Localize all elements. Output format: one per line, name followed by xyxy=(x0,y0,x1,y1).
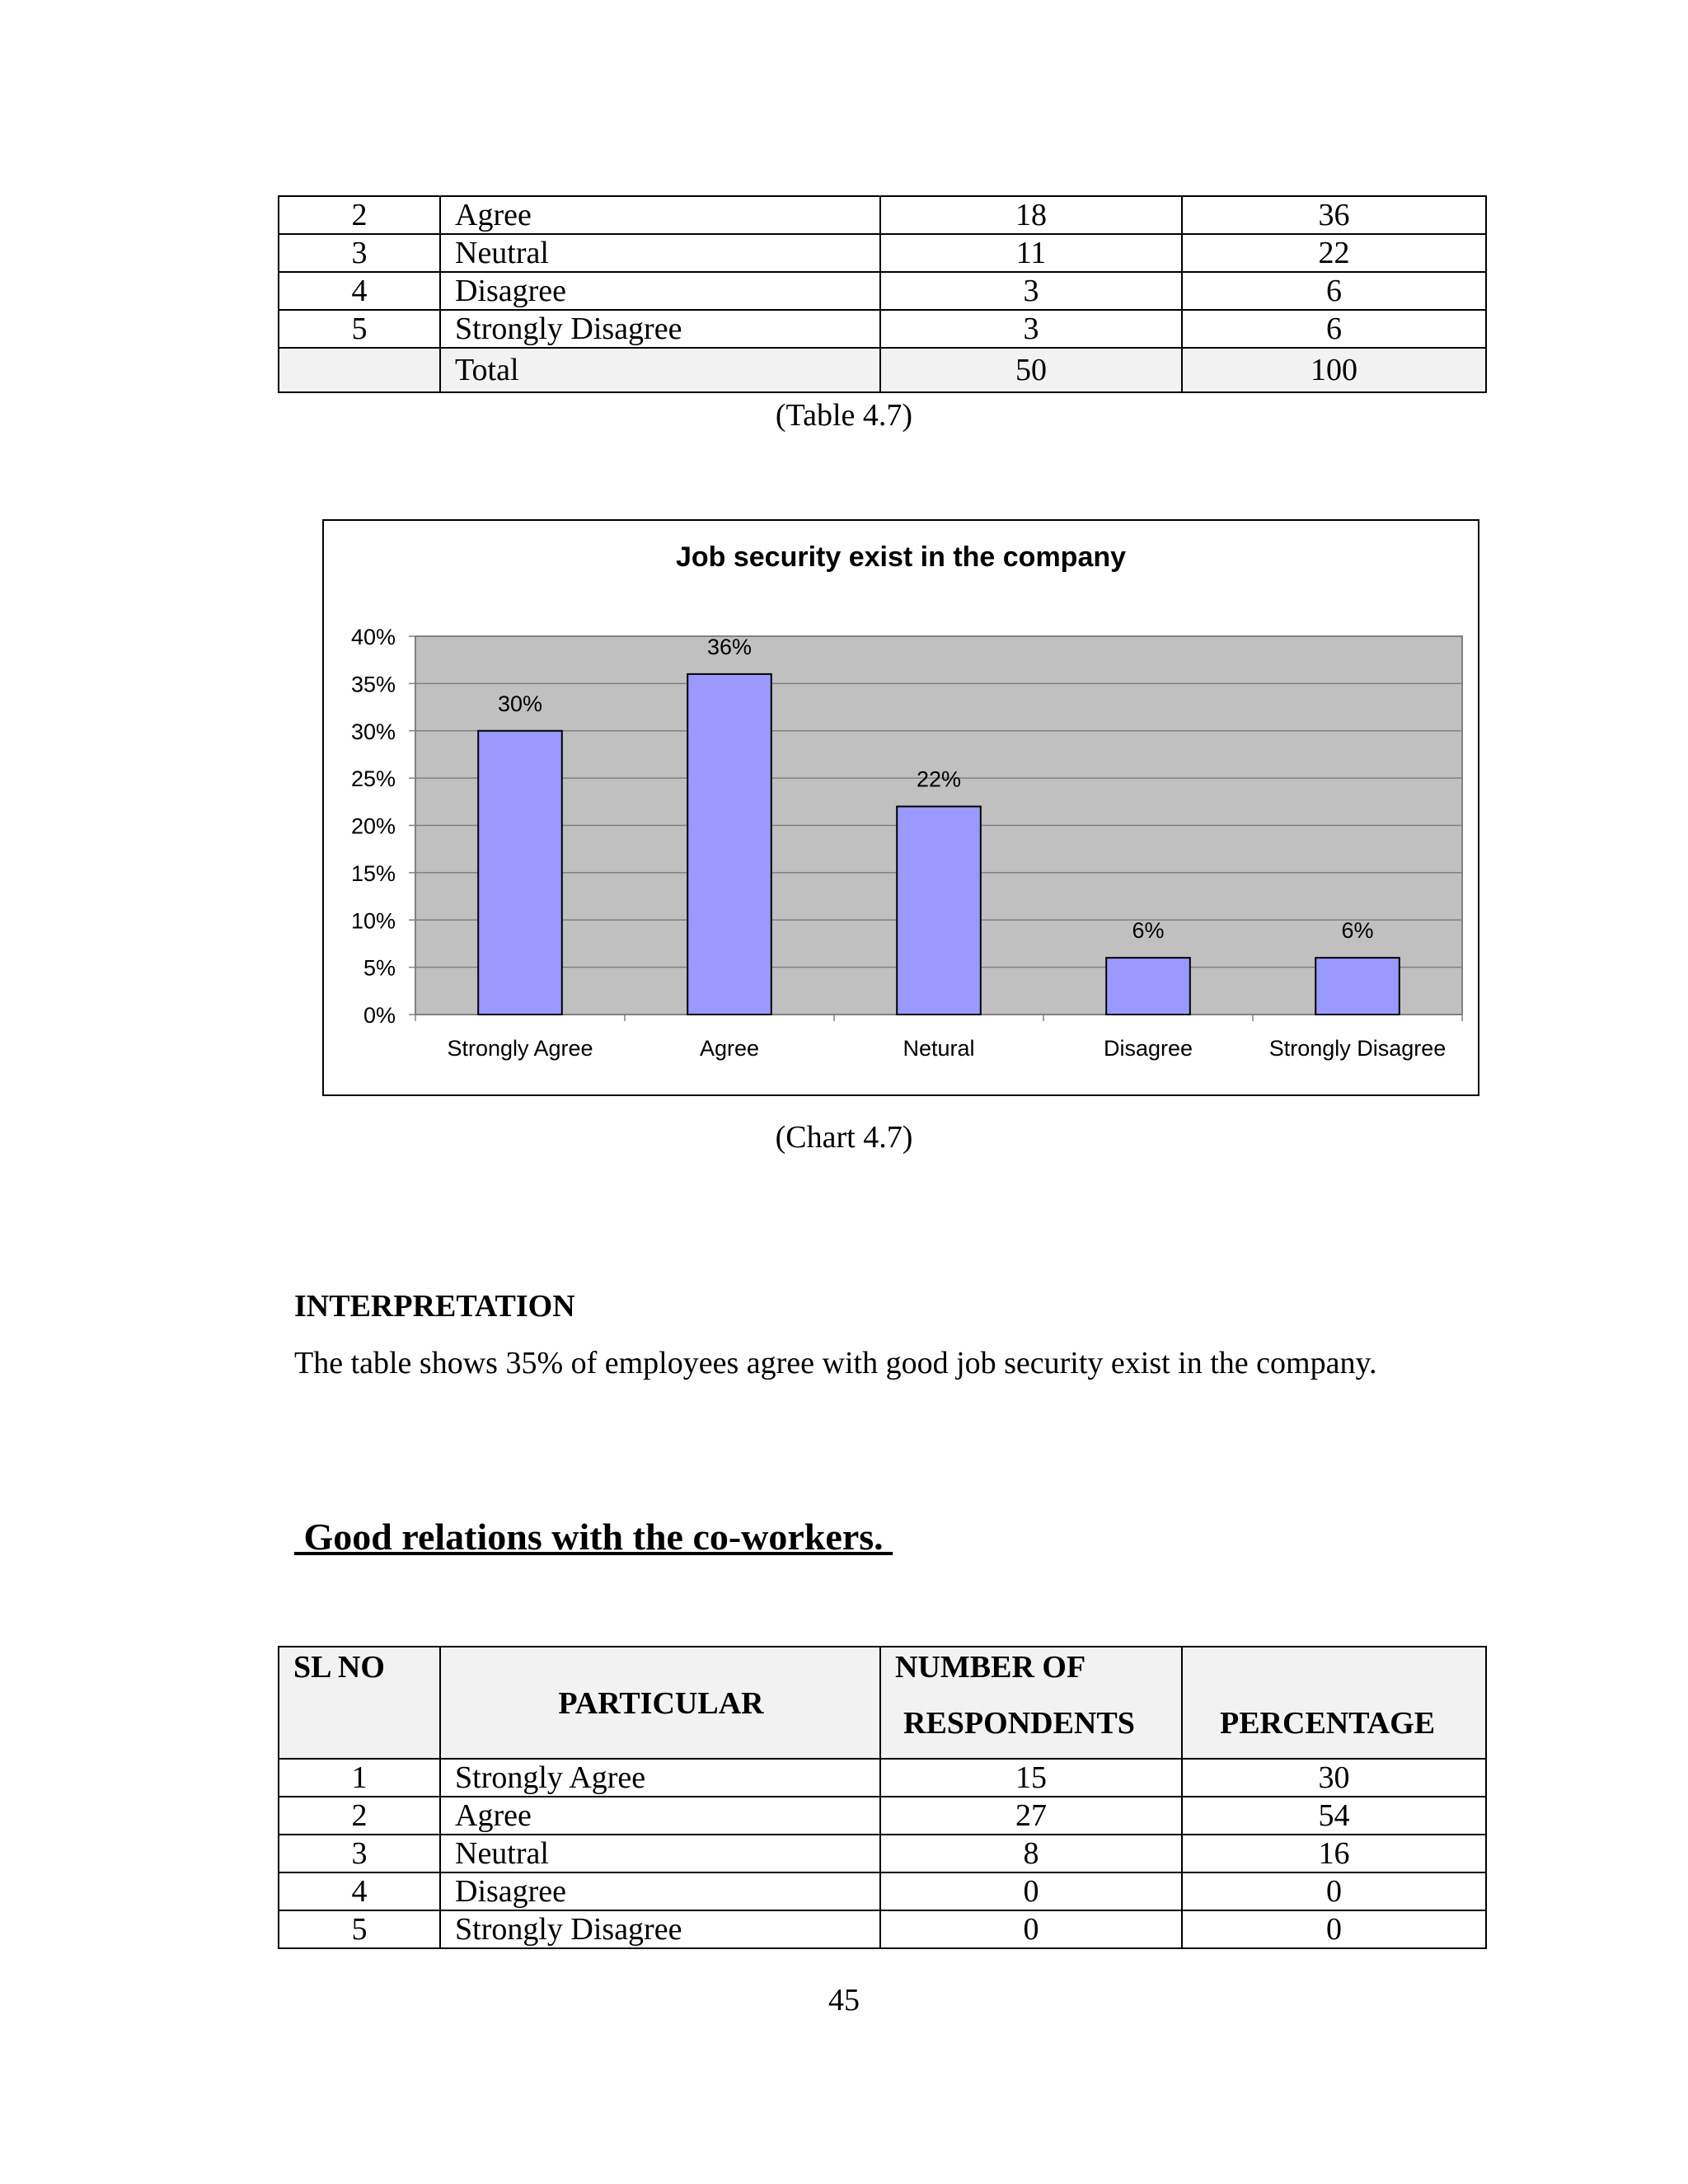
y-tick-label: 10% xyxy=(350,908,396,934)
data-label: 36% xyxy=(706,634,753,659)
percentage-cell: 0 xyxy=(1182,1910,1486,1948)
table-row xyxy=(279,1759,1486,1797)
bar xyxy=(1106,958,1190,1015)
header-percentage: PERCENTAGE xyxy=(1220,1706,1436,1741)
table-row xyxy=(279,1835,1486,1872)
table-row xyxy=(279,234,1486,272)
sl-cell: 5 xyxy=(279,1910,440,1948)
page-number: 45 xyxy=(828,1983,860,2018)
total-respondents: 50 xyxy=(880,348,1182,392)
particular-cell: Agree xyxy=(440,196,880,234)
section-title: Good relations with the co-workers. xyxy=(294,1516,893,1558)
respondents-cell: 0 xyxy=(880,1872,1182,1910)
particular-cell: Strongly Disagree xyxy=(440,310,880,348)
y-tick-label: 35% xyxy=(350,672,396,697)
total-row xyxy=(279,348,1486,392)
y-tick-label: 0% xyxy=(363,1003,396,1028)
percentage-cell: 6 xyxy=(1182,272,1486,310)
y-tick-label: 40% xyxy=(350,625,396,649)
percentage-cell: 6 xyxy=(1182,310,1486,348)
table-row xyxy=(279,1910,1486,1948)
particular-cell: Strongly Agree xyxy=(440,1759,880,1797)
sl-cell: 4 xyxy=(279,1872,440,1910)
particular-cell: Agree xyxy=(440,1797,880,1835)
header-sl: SL NO xyxy=(293,1650,385,1685)
bar xyxy=(687,674,771,1015)
table-row xyxy=(279,1797,1486,1835)
sl-cell: 3 xyxy=(279,234,440,272)
header-respondents-line2: RESPONDENTS xyxy=(903,1706,1135,1741)
respondents-cell: 18 xyxy=(880,196,1182,234)
total-label: Total xyxy=(440,348,880,392)
sl-cell: 1 xyxy=(279,1759,440,1797)
table-row xyxy=(279,272,1486,310)
header-respondents-cell xyxy=(880,1647,1182,1759)
interpretation-heading: INTERPRETATION xyxy=(294,1289,575,1324)
sl-cell: 2 xyxy=(279,196,440,234)
percentage-cell: 30 xyxy=(1182,1759,1486,1797)
table-row xyxy=(279,1872,1486,1910)
y-tick-label: 20% xyxy=(350,813,396,839)
particular-cell: Neutral xyxy=(440,1835,880,1872)
sl-cell: 3 xyxy=(279,1835,440,1872)
interpretation-text: The table shows 35% of employees agree with good job security exist in the company. xyxy=(294,1346,1377,1380)
table-co-workers xyxy=(278,1646,1487,1949)
bar xyxy=(897,807,981,1015)
chart-container xyxy=(322,519,1479,1096)
particular-cell: Strongly Disagree xyxy=(440,1910,880,1948)
percentage-cell: 16 xyxy=(1182,1835,1486,1872)
percentage-cell: 22 xyxy=(1182,234,1486,272)
bar-chart xyxy=(324,521,1478,1094)
empty-cell xyxy=(279,348,440,392)
y-tick-label: 5% xyxy=(363,955,396,981)
x-tick-label: Strongly Agree xyxy=(447,1036,593,1061)
total-percentage: 100 xyxy=(1182,348,1486,392)
data-label: 22% xyxy=(916,766,962,792)
sl-cell: 5 xyxy=(279,310,440,348)
respondents-cell: 0 xyxy=(880,1910,1182,1948)
particular-cell: Neutral xyxy=(440,234,880,272)
table-header-row xyxy=(279,1647,1486,1759)
x-tick-label: Strongly Disagree xyxy=(1268,1036,1447,1061)
table-row xyxy=(279,196,1486,234)
percentage-cell: 36 xyxy=(1182,196,1486,234)
table-row xyxy=(279,310,1486,348)
header-particular: PARTICULAR xyxy=(558,1686,764,1721)
header-particular-cell xyxy=(440,1647,880,1759)
table-caption: (Table 4.7) xyxy=(775,398,913,433)
data-label: 30% xyxy=(497,691,543,716)
header-percentage-cell xyxy=(1182,1647,1486,1759)
respondents-cell: 11 xyxy=(880,234,1182,272)
respondents-cell: 3 xyxy=(880,272,1182,310)
particular-cell: Disagree xyxy=(440,1872,880,1910)
sl-cell: 4 xyxy=(279,272,440,310)
y-tick-label: 15% xyxy=(350,860,396,886)
respondents-cell: 3 xyxy=(880,310,1182,348)
respondents-cell: 8 xyxy=(880,1835,1182,1872)
particular-cell: Disagree xyxy=(440,272,880,310)
y-tick-label: 25% xyxy=(350,766,396,792)
respondents-cell: 15 xyxy=(880,1759,1182,1797)
data-label: 6% xyxy=(1132,918,1165,944)
percentage-cell: 54 xyxy=(1182,1797,1486,1835)
respondents-cell: 27 xyxy=(880,1797,1182,1835)
x-tick-label: Agree xyxy=(699,1036,760,1061)
data-label: 6% xyxy=(1341,918,1374,944)
y-tick-label: 30% xyxy=(350,719,396,744)
bar xyxy=(1315,958,1400,1015)
percentage-cell: 0 xyxy=(1182,1872,1486,1910)
sl-cell: 2 xyxy=(279,1797,440,1835)
header-respondents-line1: NUMBER OF xyxy=(895,1650,1086,1685)
bar xyxy=(478,731,562,1015)
table-4-7 xyxy=(278,195,1487,393)
x-tick-label: Netural xyxy=(903,1036,975,1061)
header-sl-cell xyxy=(279,1647,440,1759)
chart-title: Job security exist in the company xyxy=(675,541,1127,573)
chart-caption: (Chart 4.7) xyxy=(775,1120,913,1155)
x-tick-label: Disagree xyxy=(1103,1036,1193,1061)
